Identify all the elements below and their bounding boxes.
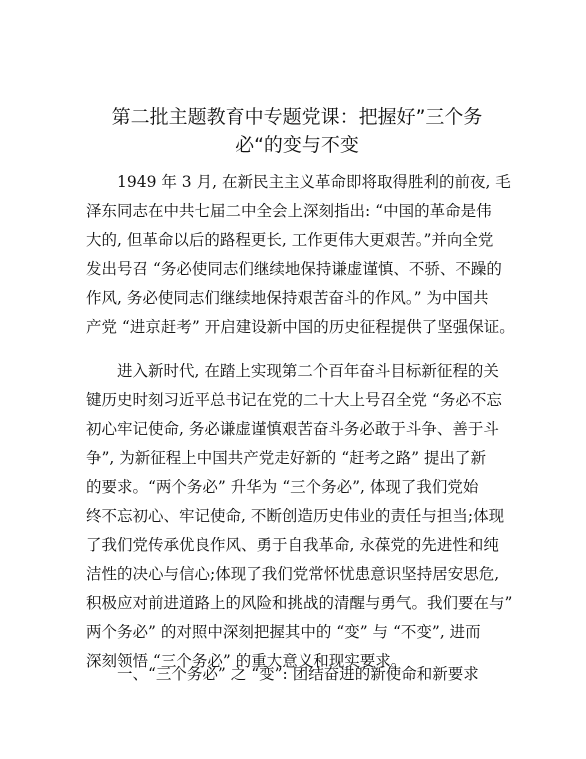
- document-title: [82, 103, 512, 159]
- paragraph-line: 两个务必” 的对照中深刻把握其中的 “变” 与 “不变”, 进而: [86, 623, 481, 641]
- paragraph-1: [86, 168, 518, 342]
- section-heading-line: 一、“三个务必” 之 “变”: 团结奋进的新使命和新要求: [117, 665, 479, 683]
- section-heading-1: [86, 660, 518, 689]
- paragraph-2: [86, 357, 518, 676]
- paragraph-line: 发出号召 “务必使同志们继续地保持谦虚谨慎、不骄、不躁的: [86, 260, 502, 278]
- paragraph-line: 作风, 务必使同志们继续地保持艰苦奋斗的作风。” 为中国共: [86, 289, 489, 307]
- paragraph-line: 的要求。“两个务必” 升华为 “三个务必”, 体现了我们党始: [86, 478, 479, 496]
- paragraph-line: 洁性的决心与信心;体现了我们党常怀忧患意识坚持居安思危,: [86, 565, 500, 583]
- paragraph-line: 产党 “进京赶考” 开启建设新中国的历史征程提供了坚强保证。: [86, 318, 515, 336]
- paragraph-line: 进入新时代, 在踏上实现第二个百年奋斗目标新征程的关: [117, 362, 499, 380]
- paragraph-line: 初心牢记使命, 务必谦虚谨慎艰苦奋斗务必敢于斗争、善于斗: [86, 420, 499, 438]
- paragraph-line: 终不忘初心、牢记使命, 不断创造历史伟业的责任与担当;体现: [86, 507, 505, 525]
- title-line: 第二批主题教育中专题党课：把握好”三个务: [111, 106, 483, 128]
- paragraph-line: 泽东同志在中共七届二中全会上深刻指出: “中国的革命是伟: [86, 202, 492, 220]
- paragraph-line: 争”, 为新征程上中国共产党走好新的 “赶考之路” 提出了新: [86, 449, 486, 467]
- paragraph-line: 大的, 但革命以后的路程更长, 工作更伟大更艰苦。”并向全党: [86, 231, 494, 249]
- paragraph-line: 1949 年 3 月, 在新民主主义革命即将取得胜利的前夜, 毛: [117, 173, 511, 191]
- paragraph-line: 了我们党传承优良作风、勇于自我革命, 永葆党的先进性和纯: [86, 536, 499, 554]
- paragraph-line: 键历史时刻习近平总书记在党的二十大上号召全党 “务必不忘: [86, 391, 502, 409]
- paragraph-line: 深刻领悟 “三个务必” 的重大意义和现实要求。: [86, 652, 407, 670]
- title-line: 必“的变与不变: [235, 134, 359, 156]
- paragraph-line: 积极应对前进道路上的风险和挑战的清醒与勇气。我们要在与”: [86, 594, 513, 612]
